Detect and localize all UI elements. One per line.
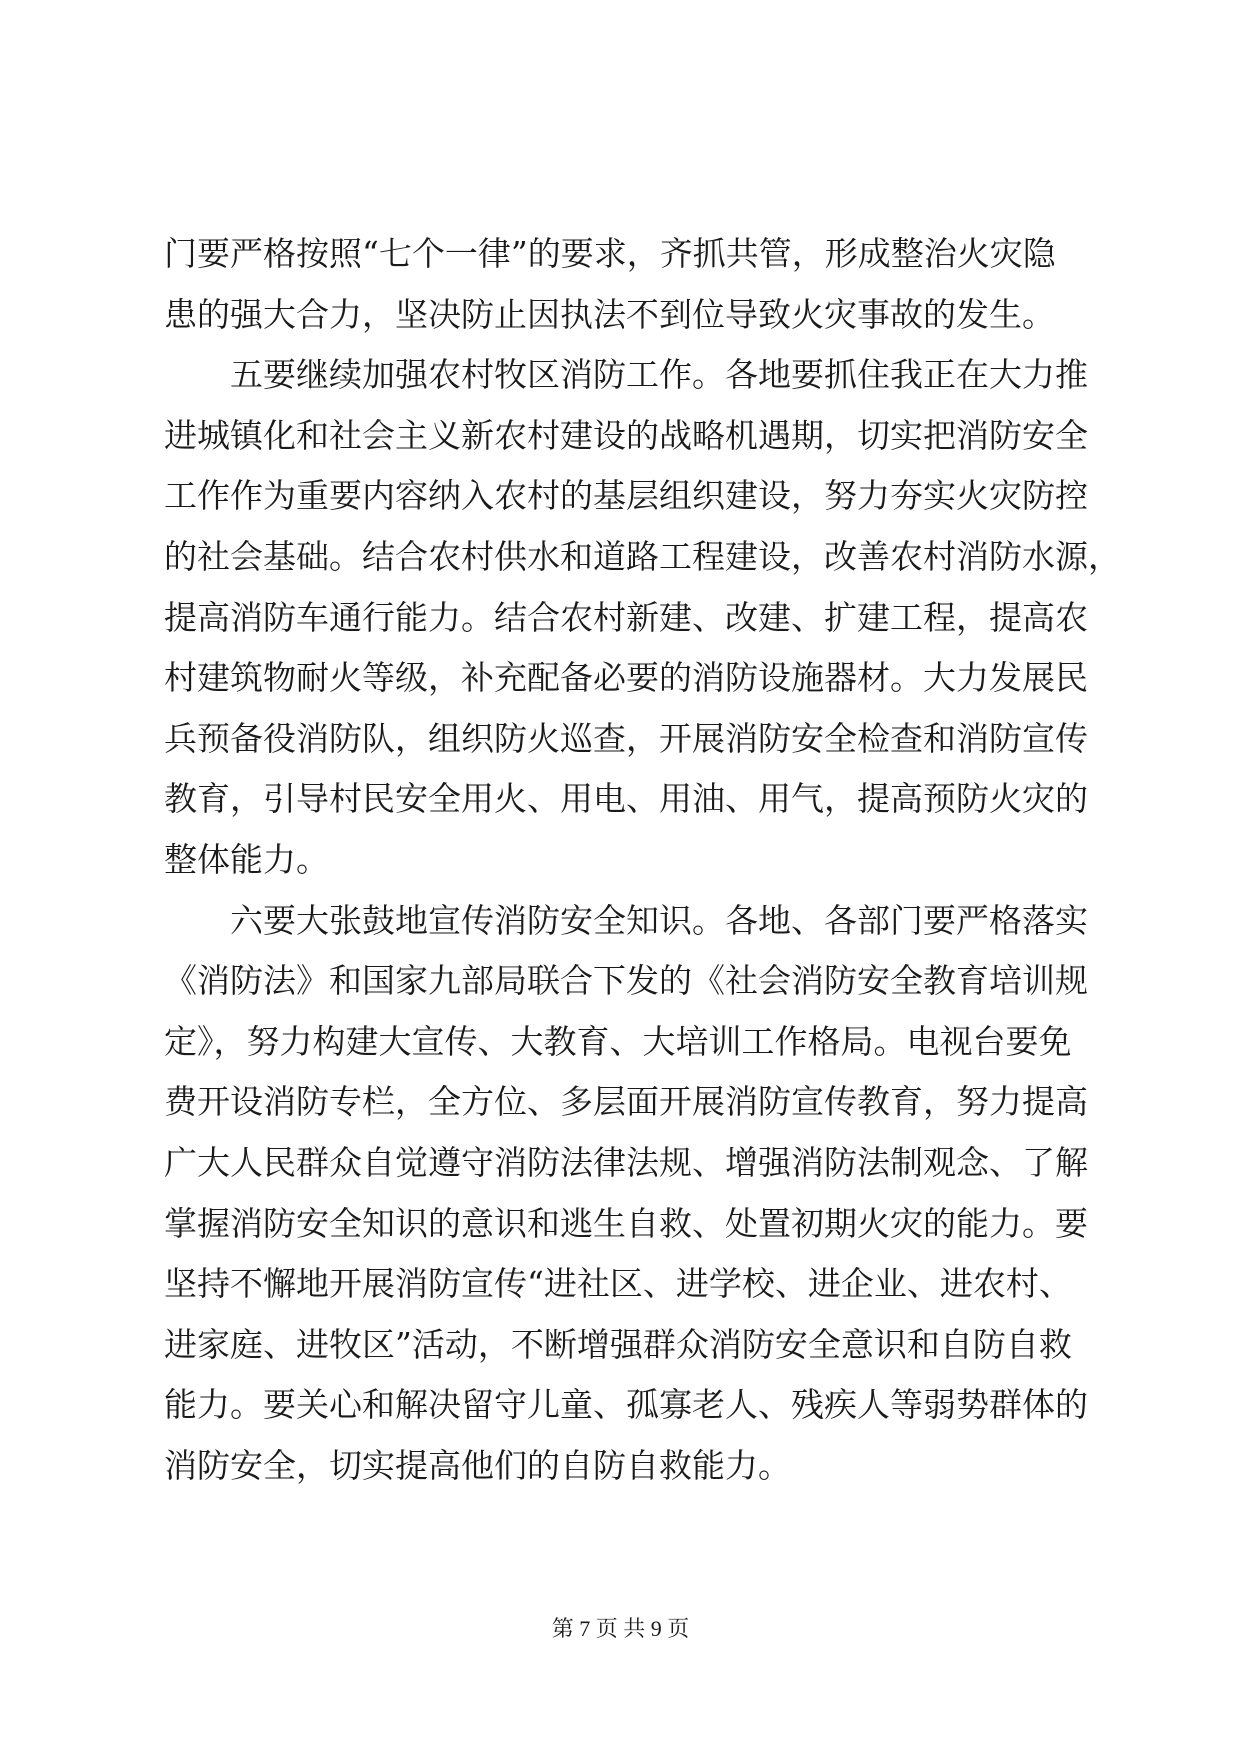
text-line: 兵预备役消防队，组织防火巡查，开展消防安全检查和消防宣传 [164,718,1088,758]
paragraph-start-line: 六要大张鼓地宣传消防安全知识。各地、各部门要严格落实 [230,900,1088,940]
text-line: 掌握消防安全知识的意识和逃生自救、处置初期火灾的能力。要 [164,1203,1088,1243]
page-number-label: 第 7 页 共 9 页 [551,1616,690,1641]
paragraph-start-line: 五要继续加强农村牧区消防工作。各地要抓住我正在大力推 [230,355,1088,395]
page-footer [0,1612,1241,1643]
text-line: 整体能力。 [164,839,329,879]
text-line: 能力。要关心和解决留守儿童、孤寡老人、残疾人等弱势群体的 [164,1385,1088,1425]
text-line: 坚持不懈地开展消防宣传“进社区、进学校、进企业、进农村、 [164,1264,1072,1304]
text-line: 门要严格按照“七个一律”的要求，齐抓共管，形成整治火灾隐 [164,234,1056,273]
text-line: 《消防法》和国家九部局联合下发的《社会消防安全教育培训规 [164,961,1088,1001]
text-line: 村建筑物耐火等级，补充配备必要的消防设施器材。大力发展民 [164,658,1088,698]
text-line: 患的强大合力，坚决防止因执法不到位导致火灾事故的发生。 [164,294,1055,334]
text-line: 工作作为重要内容纳入农村的基层组织建设，努力夯实火灾防控 [164,476,1088,516]
text-line: 广大人民群众自觉遵守消防法律法规、增强消防法制观念、了解 [164,1142,1088,1182]
text-line: 的社会基础。结合农村供水和道路工程建设，改善农村消防水源， [164,536,1121,576]
text-line: 定》，努力构建大宣传、大教育、大培训工作格局。电视台要免 [164,1021,1072,1061]
document-body [164,224,1121,1496]
text-line: 进城镇化和社会主义新农村建设的战略机遇期，切实把消防安全 [164,415,1088,455]
text-line: 提高消防车通行能力。结合农村新建、改建、扩建工程，提高农 [164,597,1088,637]
text-line: 消防安全，切实提高他们的自防自救能力。 [164,1445,791,1485]
text-line: 费开设消防专栏，全方位、多层面开展消防宣传教育，努力提高 [164,1082,1088,1122]
text-line: 教育，引导村民安全用火、用电、用油、用气，提高预防火灾的 [164,779,1088,819]
text-line: 进家庭、进牧区”活动，不断增强群众消防安全意识和自防自救 [164,1324,1072,1364]
